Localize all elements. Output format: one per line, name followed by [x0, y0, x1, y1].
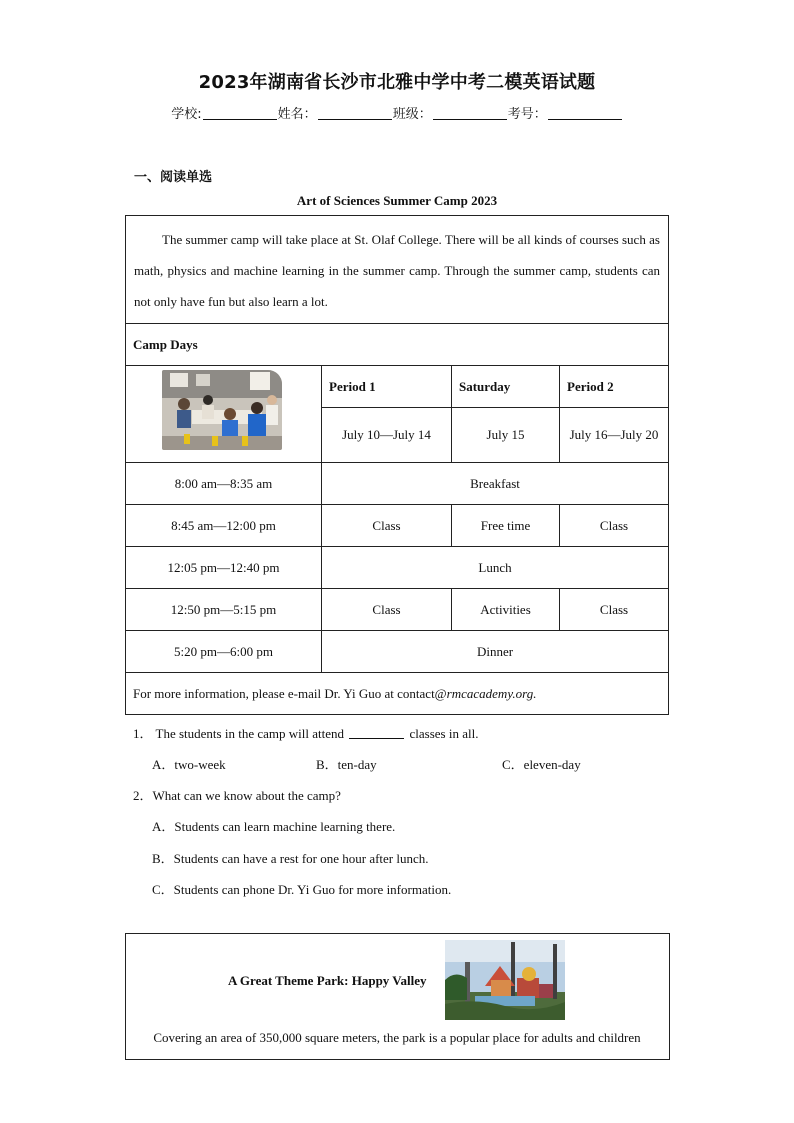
time-cell: 12:50 pm—5:15 pm [126, 589, 322, 631]
table-row [126, 463, 669, 505]
option-1b[interactable]: B．ten-day [316, 757, 377, 772]
name-blank[interactable] [318, 107, 392, 120]
school-blank[interactable] [203, 107, 277, 120]
theme-park-photo [445, 940, 565, 1020]
dates-saturday: July 15 [452, 408, 560, 463]
contact-footer [126, 673, 669, 715]
answer-blank[interactable] [349, 728, 404, 739]
option-1c[interactable]: C．eleven-day [502, 757, 581, 772]
activity-cell: Class [322, 589, 452, 631]
time-cell: 8:00 am—8:35 am [126, 463, 322, 505]
theme-park-photo-image [445, 940, 565, 1020]
classroom-photo [162, 370, 282, 450]
table-row [126, 589, 669, 631]
activity-cell: Class [560, 505, 669, 547]
time-cell: 5:20 pm—6:00 pm [126, 631, 322, 673]
merged-cell: Breakfast [322, 463, 669, 505]
table-row [126, 547, 669, 589]
exam-number-blank[interactable] [548, 107, 622, 120]
passage2-title: A Great Theme Park: Happy Valley [228, 973, 427, 988]
table-row [126, 505, 669, 547]
classroom-photo-cell [126, 366, 322, 463]
name-label: 姓名： [277, 107, 317, 122]
camp-schedule-table [125, 215, 669, 715]
intro-cell [126, 216, 669, 324]
question-number: 1． [133, 726, 153, 741]
option-2a[interactable]: A．Students can learn machine learning there. [152, 819, 396, 834]
question-number: 2． [133, 788, 153, 803]
class-label: 班级： [392, 107, 432, 122]
classroom-photo-image [162, 370, 282, 450]
option-2c[interactable]: C．Students can phone Dr. Yi Guo for more information. [152, 882, 452, 897]
col-period2: Period 2 [560, 366, 669, 408]
question-1 [133, 723, 478, 742]
dates-period2: July 16—July 20 [560, 408, 669, 463]
time-cell: 8:45 am—12:00 pm [126, 505, 322, 547]
contact-text: For more information, please e-mail Dr. Yi Guo at contact@ [133, 685, 447, 701]
intro-text: The summer camp will take place at St. Olaf College. There will be all kinds of courses such as math, physics and machine learning in the summer camp. Through the summer camp, students can not only have fun but also learn a lot. [134, 232, 660, 309]
question-stem: What can we know about the camp? [152, 788, 341, 803]
activity-cell: Class [322, 505, 452, 547]
exam-number-label: 考号： [507, 107, 547, 122]
col-period1: Period 1 [322, 366, 452, 408]
activity-cell: Free time [452, 505, 560, 547]
exam-title: 2023年湖南省长沙市北雅中学中考二模英语试题 [198, 72, 596, 93]
table-row [126, 631, 669, 673]
contact-email-domain[interactable]: rmcacademy.org. [446, 685, 537, 701]
question-stem: The students in the camp will attend [155, 726, 344, 741]
student-info-line [0, 103, 794, 122]
dates-period1: July 10—July 14 [322, 408, 452, 463]
school-label: 学校: [171, 107, 202, 122]
option-1a[interactable]: A．two-week [152, 757, 226, 772]
passage1-title: Art of Sciences Summer Camp 2023 [296, 193, 498, 208]
activity-cell: Class [560, 589, 669, 631]
camp-days-label: Camp Days [126, 324, 669, 366]
question-2 [133, 785, 341, 804]
class-blank[interactable] [433, 107, 507, 120]
section-heading: 一、阅读单选 [134, 170, 213, 185]
time-cell: 12:05 pm—12:40 pm [126, 547, 322, 589]
activity-cell: Activities [452, 589, 560, 631]
question-stem-end: classes in all. [409, 726, 479, 741]
col-saturday: Saturday [452, 366, 560, 408]
merged-cell: Dinner [322, 631, 669, 673]
option-2b[interactable]: B．Students can have a rest for one hour after lunch. [152, 851, 429, 866]
merged-cell: Lunch [322, 547, 669, 589]
passage2-text: Covering an area of 350,000 square meters, the park is a popular place for adults and children [153, 1030, 641, 1045]
